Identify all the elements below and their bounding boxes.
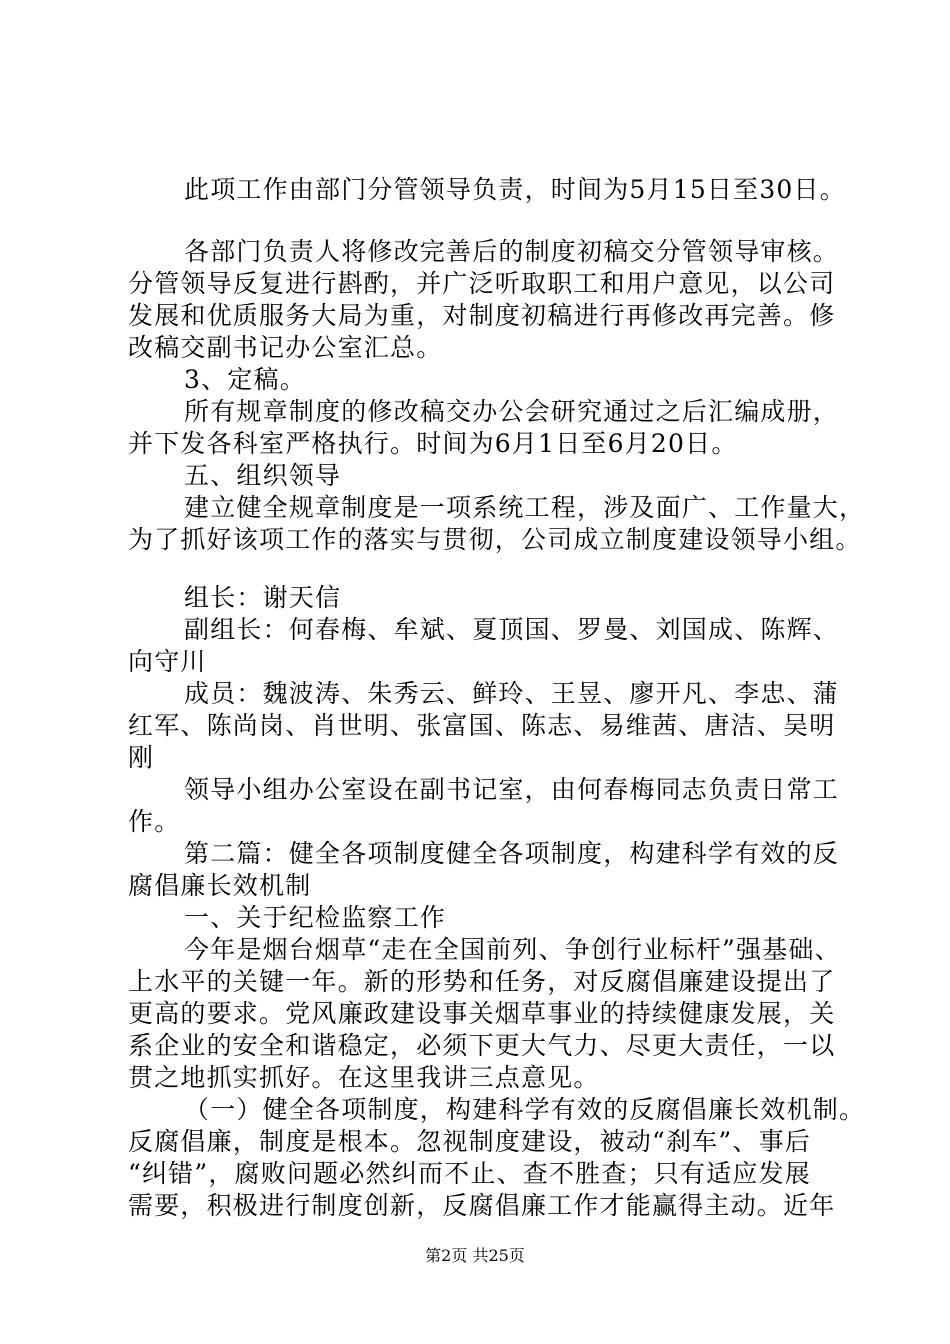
paragraph-line: 更高的要求。党风廉政建设事关烟草事业的持续健康发展，关 xyxy=(128,999,836,1028)
paragraph-line: 向守川 xyxy=(128,647,207,676)
paragraph-line: 组长：谢天信 xyxy=(184,583,342,612)
paragraph-line: 领导小组办公室设在副书记室，由何春梅同志负责日常工 xyxy=(184,775,840,804)
paragraph-line: 并下发各科室严格执行。时间为6月1日至6月20日。 xyxy=(128,429,738,458)
paragraph-line: “纠错”，腐败问题必然纠而不止、查不胜查；只有适应发展 xyxy=(128,1159,811,1188)
paragraph-line: 需要，积极进行制度创新，反腐倡廉工作才能赢得主动。近年 xyxy=(128,1191,836,1220)
paragraph-line: 刚 xyxy=(128,743,155,772)
paragraph-line: 贯之地抓实抓好。在这里我讲三点意见。 xyxy=(128,1063,600,1092)
paragraph-line: 建立健全规章制度是一项系统工程，涉及面广、工作量大， xyxy=(184,493,866,522)
chapter-heading: 腐倡廉长效机制 xyxy=(128,871,312,900)
paragraph-line: （一）健全各项制度，构建科学有效的反腐倡廉长效机制。 xyxy=(184,1095,866,1124)
paragraph-line: 今年是烟台烟草“走在全国前列、争创行业标杆”强基础、 xyxy=(184,935,841,964)
paragraph-line: 反腐倡廉，制度是根本。忽视制度建设，被动“刹车”、事后 xyxy=(128,1127,811,1156)
paragraph-line: 成员：魏波涛、朱秀云、鲜玲、王昱、廖开凡、李忠、蒲 xyxy=(184,679,840,708)
paragraph-line: 系企业的安全和谐稳定，必须下更大气力、尽更大责任，一以 xyxy=(128,1031,836,1060)
paragraph-line: 副组长：何春梅、牟斌、夏顶国、罗曼、刘国成、陈辉、 xyxy=(184,615,840,644)
paragraph-line: 所有规章制度的修改稿交办公会研究通过之后汇编成册， xyxy=(184,397,840,426)
paragraph-line: 上水平的关键一年。新的形势和任务，对反腐倡廉建设提出了 xyxy=(128,967,836,996)
section-heading: 五、组织领导 xyxy=(184,461,342,490)
paragraph-line: 作。 xyxy=(128,807,181,836)
chapter-heading: 第二篇：健全各项制度健全各项制度，构建科学有效的反 xyxy=(184,839,840,868)
paragraph-line: 此项工作由部门分管领导负责，时间为5月15日至30日。 xyxy=(184,175,846,204)
paragraph-line: 改稿交副书记办公室汇总。 xyxy=(128,333,443,362)
section-heading: 一、关于纪检监察工作 xyxy=(184,903,447,932)
section-heading: 3、定稿。 xyxy=(184,365,306,394)
paragraph-line: 红军、陈尚岗、肖世明、张富国、陈志、易维茜、唐洁、吴明 xyxy=(128,711,836,740)
paragraph-line: 为了抓好该项工作的落实与贯彻，公司成立制度建设领导小组。 xyxy=(128,525,862,554)
paragraph-line: 发展和优质服务大局为重，对制度初稿进行再修改再完善。修 xyxy=(128,301,836,330)
page-footer: 第2页 共25页 xyxy=(425,1246,525,1265)
paragraph-line: 分管领导反复进行斟酌，并广泛听取职工和用户意见，以公司 xyxy=(128,269,836,298)
paragraph-line: 各部门负责人将修改完善后的制度初稿交分管领导审核。 xyxy=(184,237,840,266)
